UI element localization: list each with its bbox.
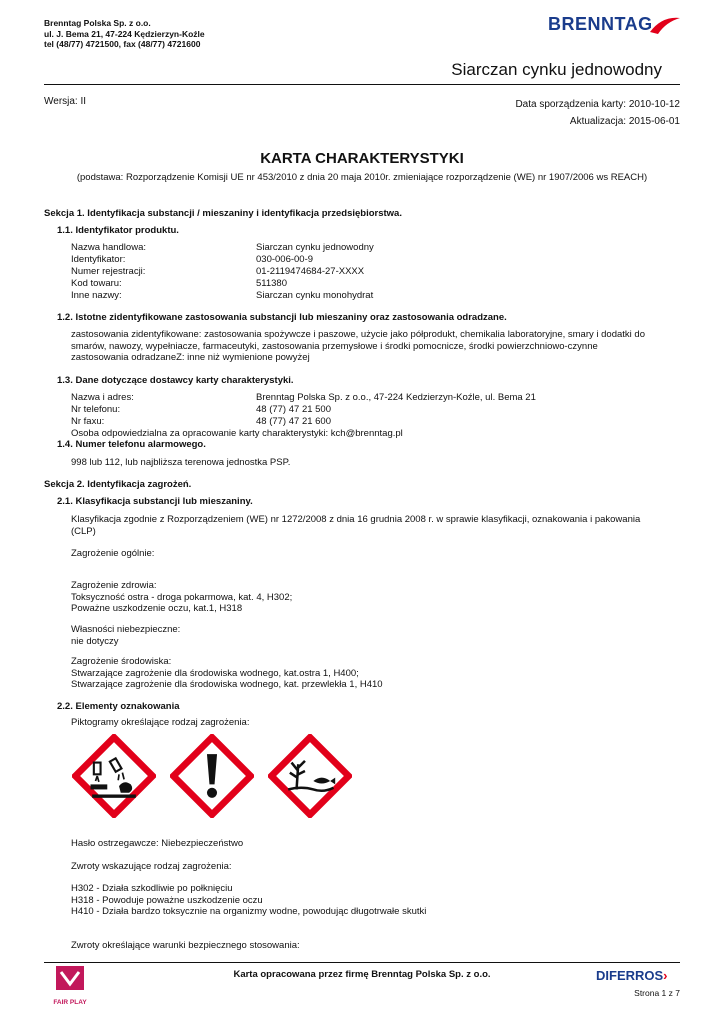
classification-line: Klasyfikacja zgodnie z Rozporządzeniem (WE) nr 1272/2008 z dnia 16 grudnia 2008 r. w sprawie klasyfikacji, oznakowania i pakowania — [71, 514, 641, 525]
pictograms-label: Piktogramy określające rodzaj zagrożenia: — [71, 717, 250, 728]
precautionary-label: Zwroty określające warunki bezpiecznego stosowania: — [71, 940, 300, 951]
field-value: Siarczan cynku monohydrat — [256, 290, 374, 301]
exclamation-icon — [170, 734, 254, 818]
prepared-by: Karta opracowana przez firmę Brenntag Polska Sp. z o.o. — [233, 969, 491, 980]
field-label: Kod towaru: — [71, 278, 122, 289]
physical-hazard-line: nie dotyczy — [71, 635, 119, 647]
health-hazard-line: Toksyczność ostra - droga pokarmowa, kat. 4, H302; — [71, 591, 293, 603]
field-label: Nr telefonu: — [71, 404, 121, 415]
hazard-statement: H302 - Działa szkodliwie po połknięciu — [71, 883, 233, 894]
hazard-statement: H318 - Powoduje poważne uszkodzenie oczu — [71, 894, 263, 906]
company-info — [44, 18, 205, 50]
field-label: Numer rejestracji: — [71, 266, 146, 277]
general-hazard-label: Zagrożenie ogólnie: — [71, 548, 155, 559]
hazard-statements-label: Zwroty wskazujące rodzaj zagrożenia: — [71, 861, 232, 872]
environment-icon — [268, 734, 352, 818]
section-2-heading: Sekcja 2. Identyfikacja zagrożeń. — [44, 479, 192, 490]
environment-hazard-line: Stwarzające zagrożenie dla środowiska wodnego, kat. przewlekła 1, H410 — [71, 679, 383, 690]
physical-hazard-block — [71, 624, 180, 647]
responsible-person: Osoba odpowiedzialna za opracowanie karty charakterystyki: kch@brenntag.pl — [71, 428, 403, 439]
hazard-statements — [71, 883, 426, 918]
subsection-2-2-heading: 2.2. Elementy oznakowania — [57, 701, 180, 712]
subsection-1-1-heading: 1.1. Identyfikator produktu. — [57, 225, 179, 236]
subsection-1-3-heading: 1.3. Dane dotyczące dostawcy karty charakterystyki. — [57, 375, 294, 386]
emergency-phone: 998 lub 112, lub najbliższa terenowa jednostka PSP. — [71, 457, 291, 468]
corrosion-icon — [72, 734, 156, 818]
diferros-chevron-icon: › — [663, 968, 668, 983]
uses-line: zastosowania odradzaneZ: inne niż wymienione powyżej — [71, 352, 310, 363]
page-number: Strona 1 z 7 — [634, 988, 680, 998]
signal-word: Hasło ostrzegawcze: Niebezpieczeństwo — [71, 838, 244, 849]
uses-line: zastosowania zidentyfikowane: zastosowania spożywcze i paszowe, użycie jako półprodukt, chemikalia laboratoryjne, smary i dodatki do — [71, 329, 645, 340]
version: Wersja: II — [44, 96, 87, 107]
environment-hazard-block — [71, 656, 383, 691]
brenntag-logo — [548, 14, 680, 42]
header-divider — [44, 84, 680, 85]
footer-divider — [44, 962, 680, 963]
date-created: Data sporządzenia karty: 2010-10-12 — [515, 99, 680, 110]
logo-swoosh-icon — [648, 14, 682, 36]
health-hazard-block — [71, 580, 292, 615]
legal-basis: (podstawa: Rozporządzenie Komisji UE nr 453/2010 z dnia 20 maja 2010r. zmieniające rozporządzenie (WE) nr 1907/2006 ws REACH) — [76, 172, 648, 183]
subsection-1-2-heading: 1.2. Istotne zidentyfikowane zastosowania substancji lub mieszaniny oraz zastosowania odradzane. — [57, 312, 507, 323]
field-value: 48 (77) 47 21 600 — [256, 416, 332, 427]
field-value: 01-2119474684-27-XXXX — [256, 266, 365, 277]
document-title: KARTA CHARAKTERYSTYKI — [260, 150, 464, 167]
fair-play-label: FAIR PLAY — [53, 999, 87, 1006]
health-hazard-line: Zagrożenie zdrowia: — [71, 580, 157, 591]
classification-paragraph — [71, 514, 681, 537]
diferros-text: DIFERROS — [596, 968, 664, 983]
uses-line: smarów, nawozy, wypełniacze, farmaceutyki, zastosowania przemysłowe i środki pomocnicze, środki powierzchniowo-czynne — [71, 340, 598, 352]
field-label: Nazwa handlowa: — [71, 242, 146, 253]
field-value: 48 (77) 47 21 500 — [256, 404, 332, 415]
product-title: Siarczan cynku jednowodny — [451, 60, 662, 79]
diferros-logo — [596, 968, 668, 983]
environment-hazard-line: Zagrożenie środowiska: — [71, 656, 172, 667]
subsection-1-4-heading: 1.4. Numer telefonu alarmowego. — [57, 439, 206, 450]
uses-paragraph — [71, 329, 681, 364]
company-name: Brenntag Polska Sp. z o.o. — [44, 18, 151, 28]
subsection-2-1-heading: 2.1. Klasyfikacja substancji lub mieszaniny. — [57, 496, 253, 507]
health-hazard-line: Poważne uszkodzenie oczu, kat.1, H318 — [71, 603, 243, 614]
field-value: Brenntag Polska Sp. z o.o., 47-224 Kedzierzyn-Koźle, ul. Bema 21 — [256, 392, 536, 403]
date-updated: Aktualizacja: 2015-06-01 — [569, 116, 680, 127]
physical-hazard-line: Własności niebezpieczne: — [71, 624, 181, 635]
field-value: 511380 — [256, 278, 287, 289]
environment-hazard-line: Stwarzające zagrożenie dla środowiska wodnego, kat.ostra 1, H400; — [71, 667, 359, 679]
section-1-heading: Sekcja 1. Identyfikacja substancji / mieszaniny i identyfikacja przedsiębiorstwa. — [44, 208, 402, 219]
logo-text: BRENNTAG — [548, 14, 653, 34]
field-label: Nr faxu: — [71, 416, 105, 427]
hazard-statement: H410 - Działa bardzo toksycznie na organizmy wodne, powodując długotrwałe skutki — [71, 906, 427, 917]
field-label: Nazwa i adres: — [71, 392, 134, 403]
field-label: Inne nazwy: — [71, 290, 122, 301]
field-label: Identyfikator: — [71, 254, 126, 265]
company-phone: tel (48/77) 4721500, fax (48/77) 4721600 — [44, 39, 201, 49]
field-value: Siarczan cynku jednowodny — [256, 242, 374, 253]
field-value: 030-006-00-9 — [256, 254, 314, 265]
classification-line: (CLP) — [71, 525, 96, 537]
company-address: ul. J. Bema 21, 47-224 Kędzierzyn-Koźle — [44, 28, 205, 39]
